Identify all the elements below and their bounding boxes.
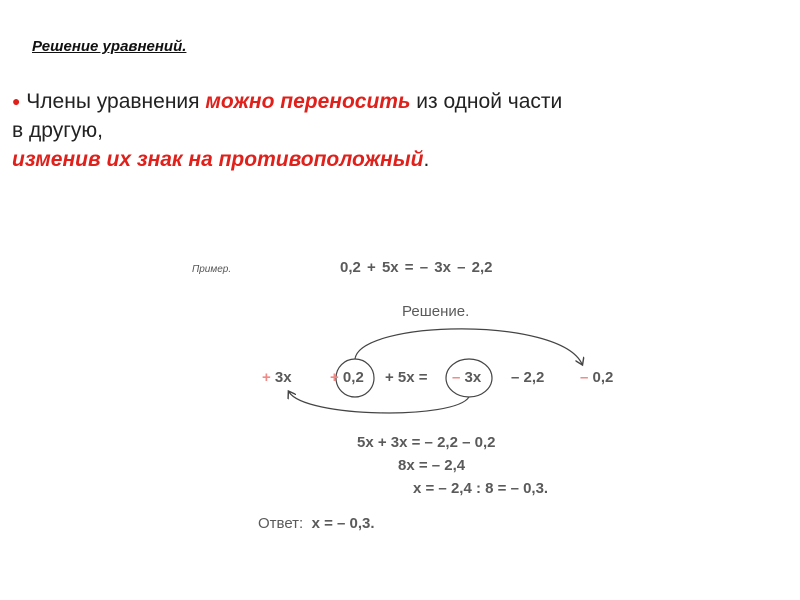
- term-minus-0-2-value: 0,2: [588, 369, 614, 386]
- term-minus-3x: [452, 369, 481, 386]
- solution-heading: Решение.: [402, 303, 470, 320]
- term-minus-3x-sign: –: [452, 369, 461, 386]
- term-plus-3x: [262, 369, 292, 386]
- step-line-2: 8x = – 2,4: [398, 457, 466, 474]
- term-plus-0-2-sign: +: [330, 369, 339, 386]
- page-title: Решение уравнений.: [32, 38, 187, 55]
- answer-value: x = – 0,3.: [311, 515, 375, 532]
- term-minus-2-2: – 2,2: [511, 369, 545, 386]
- step-line-3: x = – 2,4 : 8 = – 0,3.: [413, 480, 549, 497]
- answer: [258, 515, 375, 532]
- rule-line-3-end: .: [423, 148, 430, 171]
- term-minus-0-2: [580, 369, 613, 386]
- term-plus-3x-sign: +: [262, 369, 271, 386]
- term-plus-0-2: [330, 369, 364, 386]
- term-minus-3x-value: 3x: [460, 369, 482, 386]
- step-line-1: 5x + 3x = – 2,2 – 0,2: [357, 434, 496, 451]
- term-plus-0-2-value: 0,2: [338, 369, 364, 386]
- answer-label: Ответ:: [258, 515, 304, 532]
- rule-highlight-1: можно переносить: [205, 90, 411, 113]
- rule-highlight-2: изменив их знак на противоположный: [12, 148, 424, 171]
- example-equation: 0,2 + 5x = – 3x – 2,2: [340, 259, 493, 276]
- example-label: Пример.: [192, 264, 232, 275]
- rule-text-1: Члены уравнения: [20, 90, 206, 113]
- rule-text-2: из одной части: [410, 90, 563, 113]
- term-plus-5x-equals: + 5x =: [385, 369, 428, 386]
- term-plus-3x-value: 3x: [270, 369, 292, 386]
- bullet-icon: ●: [12, 93, 21, 109]
- arrow-3x-to-left: [289, 392, 469, 413]
- rule-line-2: в другую,: [12, 119, 103, 142]
- term-minus-0-2-sign: –: [580, 369, 589, 386]
